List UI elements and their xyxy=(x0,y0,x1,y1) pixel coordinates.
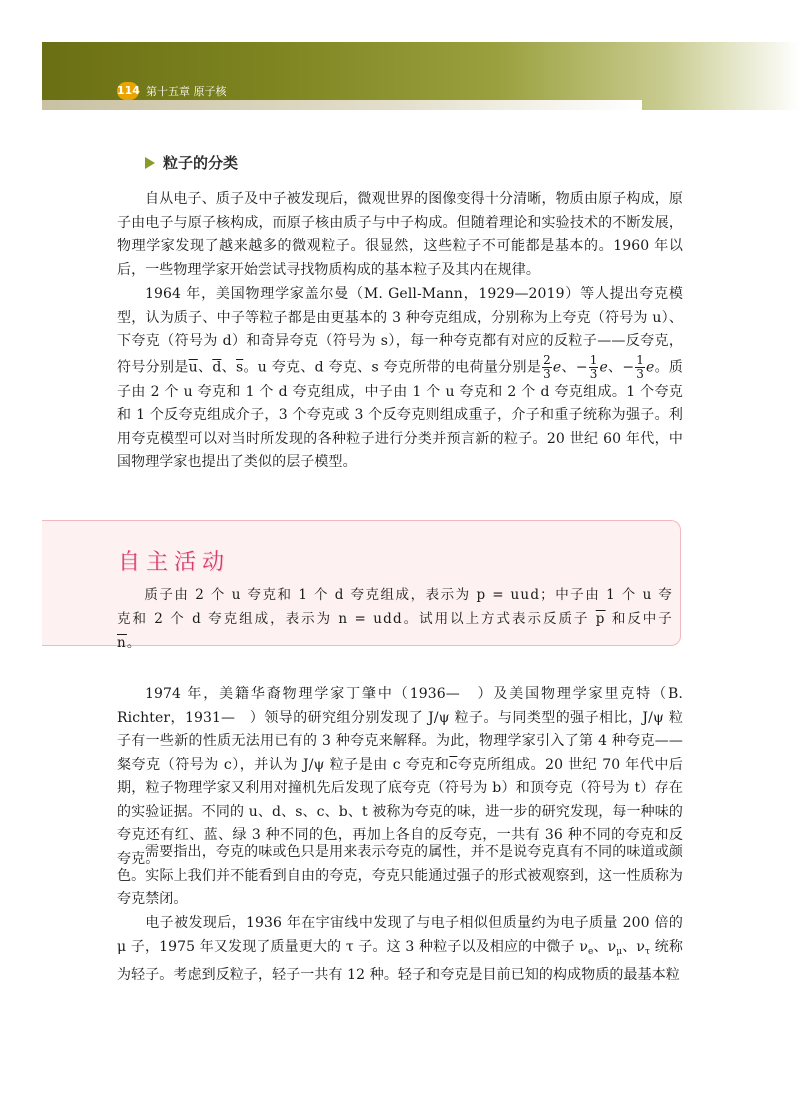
section-title-text: 粒子的分类 xyxy=(163,154,239,172)
anti-c-symbol: $\overline{c}$ xyxy=(449,756,458,773)
page-number-badge: 114 xyxy=(117,82,139,100)
anti-d-symbol: $\overline{d}$ xyxy=(212,359,222,375)
anti-proton-symbol: $\overline{p}$ xyxy=(595,611,606,627)
paragraph-5: 电子被发现后，1936 年在宇宙线中发现了与电子相似但质量约为电子质量 200 倍的 μ 子，1975 年又发现了质量更大的 τ 子。这 3 种粒子以及相应的中微子 $\nu_e$、$\nu_\mu$、$\nu_\tau$ 统称为轻子。考虑到反粒子，轻子一共有 12 种。轻子和夸克是目前已知的构成物质的最基本粒 xyxy=(117,915,683,983)
paragraph-1: 自从电子、质子及中子被发现后，微观世界的图像变得十分清晰，物质由原子构成，原子由电子与原子核构成，而原子核由质子与中子构成。但随着理论和实验技术的不断发展，物理学家发现了越来越多的微观粒子。很显然，这些粒子不可能都是基本的。1960 年以后，一些物理学家开始尝试寻找物质构成的基本粒子及其内在规律。 xyxy=(117,191,683,278)
triangle-marker-icon xyxy=(145,157,155,169)
paragraph-4: 需要指出，夸克的味或色只是用来表示夸克的属性，并不是说夸克真有不同的味道或颜色。实际上我们并不能看到自由的夸克，夸克只能通过强子的形式被观察到，这一性质称为夸克禁闭。 xyxy=(117,844,683,907)
anti-neutron-symbol: $\overline{n}$ xyxy=(117,635,127,651)
paragraph-3: 1974 年，美籍华裔物理学家丁肇中（1936— ）及美国物理学家里克特（B. Richter，1931— ）领导的研究组分别发现了 J/ψ 粒子。与同类型的强子相比，J/ψ 粒子有一些新的性质无法用已有的 3 种夸克来解释。为此，物理学家引入了第 4 种夸克——粲夸克（符号为 c），并认为 J/ψ 粒子是由 c 夸克和$\overline{c}$夸克所组成。20 世纪 70 年代中后期，粒子物理学家又利用对撞机先后发现了底夸克（符号为 b）和顶夸克（符号为 t）存在的实验证据。不同的 u、d、s、c、b、t 被称为夸克的味，进一步的研究发现，每一种味的夸克还有红、蓝、绿 3 种不同的色，再加上各自的反夸克，一共有 36 种不同的夸克和反夸克。 xyxy=(117,686,683,867)
anti-u-symbol: $\overline{u}$ xyxy=(188,359,198,375)
activity-title: 自主活动 xyxy=(118,550,231,575)
paragraph-2: 1964 年，美国物理学家盖尔曼（M. Gell-Mann，1929—2019）等人提出夸克模型，认为质子、中子等粒子都是由更基本的 3 种夸克组成，分别称为上夸克（符号为 u）、下夸克（符号为 d）和奇异夸克（符号为 s），每一种夸克都有对应的反粒子——反夸克，符号分别是$\overline{u}$、$\overline{d}$、$\overline{s}$。u 夸克、d 夸克、s 夸克所带的电荷量分别是 $\frac{2}{3}$ e、− $\frac{1}{3}$ e、− $\frac{1}{3}$ e。质子由 2 个 u 夸克和 1 个 d 夸克组成，中子由 1 个 u 夸克和 2 个 d 夸克组成。1 个夸克和 1 个反夸克组成介子，3 个夸克或 3 个反夸克则组成重子，介子和重子统称为强子。利用夸克模型可以对当时所发现的各种粒子进行分类并预言新的粒子。20 世纪 60 年代，中国物理学家也提出了类似的层子模型。 xyxy=(117,286,684,470)
charge-fraction-d: $\frac{1}{3}$ xyxy=(589,352,598,381)
anti-s-symbol: $\overline{s}$ xyxy=(235,359,244,375)
charge-fraction-s: $\frac{1}{3}$ xyxy=(636,352,644,381)
section-heading xyxy=(145,152,238,173)
charge-fraction-u: $\frac{2}{3}$ xyxy=(543,352,551,381)
header-strip xyxy=(42,100,642,110)
chapter-title: 第十五章 原子核 xyxy=(146,85,227,98)
activity-text: 质子由 2 个 u 夸克和 1 个 d 夸克组成，表示为 p = uud；中子由 1 个 u 夸克和 2 个 d 夸克组成，表示为 n = udd。试用以上方式表示反质子 $\overline{p}$ 和反中子 $\overline{n}$。 xyxy=(117,587,673,651)
